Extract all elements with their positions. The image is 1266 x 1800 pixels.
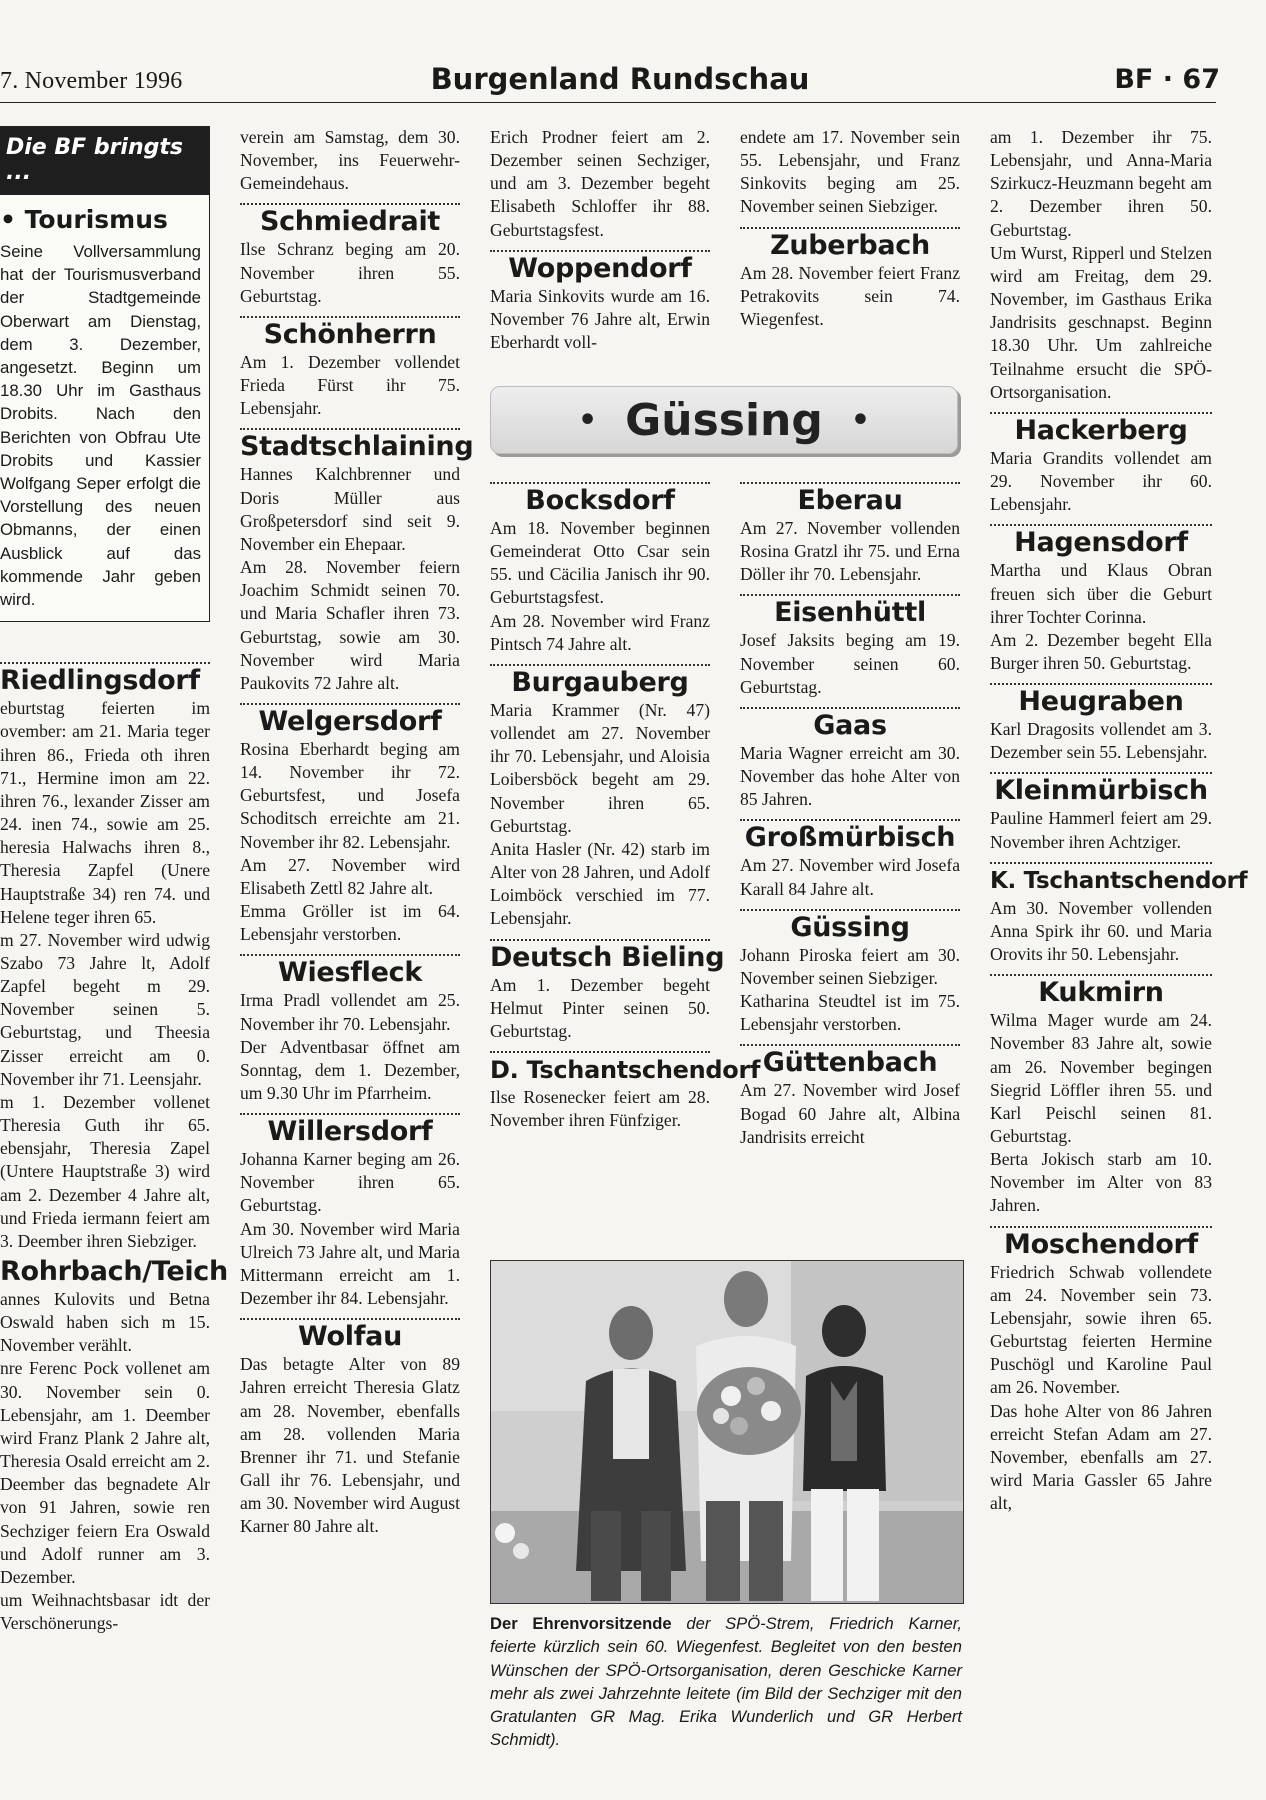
separator bbox=[740, 594, 960, 596]
article-text: Um Wurst, Ripperl und Stelzen wird am Freitag, dem 29. November, im Gasthaus Erika Jandrisits geschnapst. Beginn 18.30 Uhr. Um zahlreiche Teilnahme ersucht die SPÖ-Ortsorganisation. bbox=[990, 242, 1212, 402]
article-text: Erich Prodner feiert am 2. Dezember seinen Sechziger, und am 3. Dezember begeht Elisabeth Schloffer ihr 88. Geburtstagsfest. bbox=[490, 127, 710, 240]
section-heading: Gaas bbox=[813, 709, 887, 741]
separator bbox=[240, 954, 460, 956]
separator bbox=[990, 862, 1212, 864]
article-text: Das hohe Alter von 86 Jahren erreicht Stefan Adam am 27. November, ebenfalls am 27. wird Maria Gassler 65 Jahre alt, bbox=[990, 1400, 1212, 1514]
article-text: Maria Grandits vollendet am 29. November ihr 60. Lebensjahr. bbox=[990, 447, 1212, 515]
article-text: Am 30. November vollenden Anna Spirk ihr 60. und Maria Orovits ihr 50. Lebensjahr. bbox=[990, 897, 1212, 965]
article-text: Am 28. November feiert Franz Petrakovits sein 74. Wiegenfest. bbox=[740, 262, 960, 329]
section-heading: Welgersdorf bbox=[258, 705, 442, 737]
section-heading: Heugraben bbox=[1018, 686, 1184, 718]
separator bbox=[740, 909, 960, 911]
banner-title: Güssing bbox=[625, 394, 823, 446]
separator bbox=[490, 939, 710, 941]
separator bbox=[240, 203, 460, 205]
separator bbox=[990, 772, 1212, 774]
separator bbox=[490, 664, 710, 666]
issue-date: 7. November 1996 bbox=[0, 68, 183, 94]
box-title: Die BF bringts ... bbox=[0, 127, 209, 195]
separator bbox=[490, 1051, 710, 1053]
article-text: Am 1. Dezember begeht Helmut Pinter seinen 50. Geburtstag. bbox=[490, 974, 710, 1041]
separator bbox=[240, 703, 460, 705]
article-text: Karl Dragosits vollendet am 3. Dezember sein 55. Lebensjahr. bbox=[990, 719, 1212, 763]
article-text: nre Ferenc Pock vollenet am 30. November sein 0. Lebensjahr, am 1. Deember wird Franz Plank 2 Jahre alt, Theresia Osald erreicht am 2. Deember das begnadete Alr von 91 Jahren, sowie ren Sechziger feiern Era Oswald und Adolf runner am 3. Dezember. bbox=[0, 1358, 210, 1587]
article-text: Der Adventbasar öffnet am Sonntag, dem 1. Dezember, um 9.30 Uhr im Pfarrheim. bbox=[240, 1036, 460, 1103]
article-text: Maria Krammer (Nr. 47) vollendet am 27. November ihr 70. Lebensjahr, und Aloisia Loibersböck begeht am 29. November ihren 65. Geburtstag. bbox=[490, 699, 710, 836]
column-3-bottom bbox=[490, 474, 761, 1254]
article-text: Am 1. Dezember vollendet Frieda Fürst ihr 75. Lebensjahr. bbox=[240, 351, 460, 419]
separator bbox=[990, 683, 1212, 685]
article-text: Maria Wagner erreicht am 30. November das hohe Alter von 85 Jahren. bbox=[740, 742, 960, 810]
caption-lead: Der Ehrenvorsitzende bbox=[490, 1614, 672, 1633]
caption-text: der SPÖ-Strem, Friedrich Karner, feierte kürzlich sein 60. Wiegenfest. Begleitet von den besten Wünschen der SPÖ-Ortsorganisation, deren Geschicke Karner mehr als zwei Jahrzehnte leitete (im Bild der Sechziger mit den Gratulanten GR Mag. Erika Wunderlich und GR Herbert Schmidt). bbox=[490, 1614, 962, 1750]
article-text: Am 27. November wird Josef Bogad 60 Jahre alt, Albina Jandrisits erreicht bbox=[740, 1080, 960, 1147]
article-text: Das betagte Alter von 89 Jahren erreicht Theresia Glatz am 28. November, ebenfalls am 28. vollenden Maria Brenner ihr 71. und Stefanie Gall ihr 76. Lebensjahr, und am 30. November wird August Karner 80 Jahre alt. bbox=[240, 1354, 460, 1537]
separator bbox=[240, 1318, 460, 1320]
newspaper-title: Burgenland Rundschau bbox=[430, 62, 810, 96]
region-banner bbox=[490, 386, 958, 454]
article-text: Am 30. November wird Maria Ulreich 73 Jahre alt, und Maria Mittermann erreicht am 1. Dezember ihr 84. Lebensjahr. bbox=[240, 1218, 460, 1309]
article-text: Josef Jaksits beging am 19. November seinen 60. Geburtstag. bbox=[740, 630, 960, 697]
article-text: m 27. November wird udwig Szabo 73 Jahre lt, Adolf Zapfel begeht m 29. November seinen 5. Geburtstag, und Theesia Zisser erreicht am 0. November ihr 71. Leensjahr. bbox=[0, 929, 210, 1089]
article-text: um Weihnachtsbasar idt der Verschönerungs- bbox=[0, 1590, 210, 1634]
section-heading: Deutsch Bieling bbox=[490, 941, 725, 973]
section-heading: Willersdorf bbox=[267, 1116, 433, 1148]
article-text: Am 27. November wird Elisabeth Zettl 82 Jahre alt. bbox=[240, 854, 460, 898]
article-text: Katharina Steudtel ist im 75. Lebensjahr verstorben. bbox=[740, 991, 960, 1035]
separator bbox=[740, 227, 960, 229]
section-heading: Bocksdorf bbox=[525, 485, 675, 516]
section-heading: Hackerberg bbox=[1014, 414, 1188, 446]
separator bbox=[0, 662, 210, 664]
article-text: Am 27. November wird Josefa Karall 84 Jahre alt. bbox=[740, 855, 960, 899]
article-text: Irma Pradl vollendet am 25. November ihr 70. Lebensjahr. bbox=[240, 990, 460, 1034]
section-heading: K. Tschantschendorf bbox=[990, 867, 1248, 894]
article-text: Emma Gröller ist im 64. Lebensjahr verstorben. bbox=[240, 901, 460, 945]
box-heading: • Tourismus bbox=[0, 205, 168, 234]
info-box bbox=[0, 126, 210, 622]
article-text: Martha und Klaus Obran freuen sich über die Geburt ihrer Tochter Corinna. bbox=[990, 560, 1212, 627]
separator bbox=[990, 974, 1212, 976]
column-1 bbox=[0, 126, 228, 1635]
article-text: Pauline Hammerl feiert am 29. November ihren Achtziger. bbox=[990, 808, 1212, 852]
article-text: Am 27. November vollenden Rosina Gratzl ihr 75. und Erna Döller ihr 70. Lebensjahr. bbox=[740, 518, 960, 585]
section-heading: Wolfau bbox=[297, 1321, 402, 1353]
article-text: Am 28. November feiern Joachim Schmidt seinen 70. und Maria Schafler ihren 73. Geburtstag, sowie am 30. November wird Maria Paukovits 72 Jahre alt. bbox=[240, 557, 460, 693]
article-text: annes Kulovits und Betna Oswald haben sich m 15. November verählt. bbox=[0, 1289, 210, 1356]
section-heading: Schönherrn bbox=[263, 318, 437, 350]
column-3-top bbox=[490, 126, 710, 376]
header-rule bbox=[0, 102, 1216, 103]
separator bbox=[490, 482, 710, 484]
article-text: Rosina Eberhardt beging am 14. November ihr 72. Geburtsfest, und Josefa Schoditsch erreichte am 21. November ihr 82. Lebensjahr. bbox=[240, 738, 460, 852]
article-text: Am 18. November beginnen Gemeinderat Otto Csar sein 55. und Cäcilia Janisch ihr 90. Geburtstagsfest. bbox=[490, 518, 710, 608]
article-text: Am 28. November wird Franz Pintsch 74 Jahre alt. bbox=[490, 610, 710, 654]
article-text: endete am 17. November sein 55. Lebensjahr, und Franz Sinkovits beging am 25. November seinen Siebziger. bbox=[740, 127, 960, 217]
section-heading: Wiesfleck bbox=[278, 957, 422, 989]
section-heading: Burgauberg bbox=[511, 666, 689, 698]
section-heading: Kukmirn bbox=[1038, 977, 1164, 1009]
section-heading: Rohrbach/Teich bbox=[0, 1256, 228, 1287]
article-text: am 1. Dezember ihr 75. Lebensjahr, und Anna-Maria Szirkucz-Heuzmann begeht am 2. Dezember ihren 50. Geburtstag. bbox=[990, 127, 1212, 240]
article-text: Berta Jokisch starb am 10. November im Alter von 83 Jahren. bbox=[990, 1149, 1212, 1216]
column-2 bbox=[240, 126, 474, 1539]
article-text: Hannes Kalchbrenner und Doris Müller aus Großpetersdorf sind seit 9. November ein Ehepaar. bbox=[240, 464, 460, 554]
section-heading: Stadtschlaining bbox=[240, 431, 474, 463]
column-5 bbox=[990, 126, 1248, 1515]
separator bbox=[490, 250, 710, 252]
page-header bbox=[0, 62, 1220, 102]
section-heading: Moschendorf bbox=[1004, 1228, 1198, 1260]
page-number: BF · 67 bbox=[1114, 64, 1220, 95]
separator bbox=[740, 707, 960, 709]
separator bbox=[740, 482, 960, 484]
photo-caption bbox=[490, 1612, 962, 1752]
separator bbox=[740, 819, 960, 821]
article-text: Ilse Rosenecker feiert am 28. November ihren Fünfziger. bbox=[490, 1086, 710, 1131]
article-text: eburtstag feierten im ovember: am 21. Maria teger ihren 86., Frieda oth ihren 71., Hermine imon am 22. ihren 76., lexander Zisser am 24. inen 74., sowie am 25. heresia Halwachs ihren 8., Theresia Zapfel (Unere Hauptstraße 34) ren 74. und Helene teger ihren 65. bbox=[0, 698, 210, 927]
article-text: verein am Samstag, dem 30. November, ins Feuerwehr-Gemeindehaus. bbox=[240, 127, 460, 194]
article-text: Am 2. Dezember begeht Ella Burger ihren 50. Geburtstag. bbox=[990, 629, 1212, 673]
article-text: Maria Sinkovits wurde am 16. November 76 Jahre alt, Erwin Eberhardt voll- bbox=[490, 285, 710, 353]
section-heading: Großmürbisch bbox=[744, 822, 956, 854]
section-heading: D. Tschantschendorf bbox=[490, 1055, 761, 1084]
news-photo bbox=[490, 1260, 964, 1604]
separator bbox=[990, 524, 1212, 526]
banner-bullet: • bbox=[577, 402, 598, 438]
article-text: Ilse Schranz beging am 20. November ihren 55. Geburtstag. bbox=[240, 239, 460, 306]
section-heading: Kleinmürbisch bbox=[994, 775, 1208, 807]
section-heading: Schmiedrait bbox=[259, 206, 441, 238]
box-text: Seine Vollversammlung hat der Tourismusverband der Stadtgemeinde Oberwart am Dienstag, dem 3. Dezember, angesetzt. Beginn um 18.30 Uhr im Gasthaus Drobits. Nach den Berichten von Obfrau Ute Drobits und Kassier Wolfgang Seper erfolgt die Vorstellung des neuen Obmanns, der einen Ausblick auf das kommende Jahr geben wird. bbox=[0, 242, 201, 610]
column-4-bottom bbox=[740, 474, 960, 1254]
article-text: Friedrich Schwab vollendete am 24. November sein 73. Lebensjahr, sowie ihren 65. Geburtstag feierten Hermine Puschögl und Karoline Paul am 26. November. bbox=[990, 1261, 1212, 1398]
column-4-top bbox=[740, 126, 960, 376]
section-heading: Riedlingsdorf bbox=[0, 665, 200, 697]
separator bbox=[240, 428, 460, 430]
article-text: m 1. Dezember vollenet Theresia Guth ihr 65. ebensjahr, Theresia Zapel (Untere Hauptstraße 3) wird am 2. Dezember 4 Jahre alt, und Frieda iermann feiert am 3. Deember ihren Siebziger. bbox=[0, 1091, 210, 1251]
separator bbox=[240, 1113, 460, 1115]
separator bbox=[990, 1226, 1212, 1228]
section-heading: Hagensdorf bbox=[1014, 527, 1188, 559]
section-heading: Güttenbach bbox=[762, 1047, 938, 1079]
article-text: Johanna Karner beging am 26. November ihren 65. Geburtstag. bbox=[240, 1149, 460, 1216]
article-text: Johann Piroska feiert am 30. November seinen Siebziger. bbox=[740, 944, 960, 988]
separator bbox=[240, 316, 460, 318]
article-text: Anita Hasler (Nr. 42) starb im Alter von 28 Jahren, und Adolf Loimböck verschied im 77. Lebensjahr. bbox=[490, 838, 710, 929]
separator bbox=[740, 1044, 960, 1046]
section-heading: Eberau bbox=[797, 485, 903, 516]
article-text: Wilma Mager wurde am 24. November 83 Jahre alt, sowie am 26. November begingen Siegrid Löffler ihren 55. und Karl Peischl seinen 81. Geburtstag. bbox=[990, 1010, 1212, 1146]
separator bbox=[990, 412, 1212, 414]
banner-bullet: • bbox=[850, 402, 871, 438]
section-heading: Eisenhüttl bbox=[774, 597, 926, 629]
section-heading: Woppendorf bbox=[508, 252, 692, 284]
section-heading: Güssing bbox=[790, 911, 910, 943]
section-heading: Zuberbach bbox=[770, 229, 930, 261]
photo-illustration bbox=[491, 1261, 963, 1603]
